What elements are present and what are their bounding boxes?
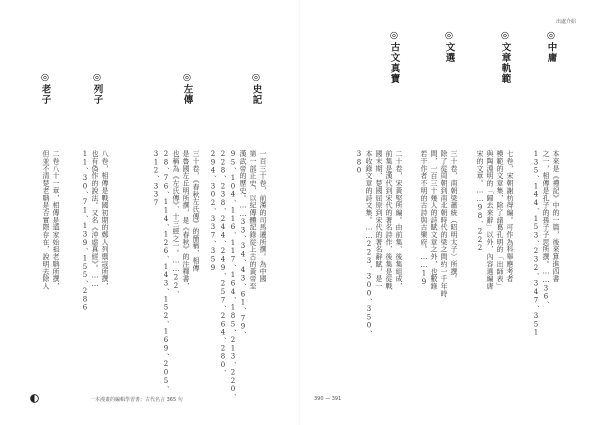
entry-guwen-line-2: 前集是漢代到宋代的著名詩作，後集是從戰: [385, 150, 393, 290]
entry-guwen-line-5: 380: [355, 150, 363, 176]
entry-zhongyong-line-1: 本來是《禮記》中的一篇，後來算進四書: [552, 150, 560, 283]
entry-zuozhuan-line-1: 三十卷，《春秋左氏傳》的簡稱，相傳: [192, 150, 200, 272]
entry-liezi-line-1: 八卷，相傳是戰國初期的鄭人列禦寇所撰，: [101, 150, 109, 290]
entry-liezi-line-3: 11、30、71、139、155、286: [81, 150, 89, 312]
heading-zuozhuan: ◎左傳: [181, 72, 193, 105]
page-numbers: 390 — 391: [314, 396, 342, 402]
entry-wenxuan-line-2: 除了從周朝到南北朝時代的梁之間約一千年時: [440, 150, 448, 297]
entry-guwen-line-4: 本收錄文章的詩文集。……223、300、350、: [365, 150, 373, 338]
entry-shiji-line-2: 第一部正史，以紀傳體記錄從上古的黃帝至: [249, 150, 257, 290]
entry-wenxuan-line-1: 三十卷，南朝梁蕭統（昭明太子）所撰。: [450, 150, 458, 283]
heading-wenzhang: ◎文章軌範: [499, 30, 511, 84]
entry-wenxuan-line-3: 間，一百三十幾人的詩賦文章之外，也數錄: [430, 150, 438, 290]
entry-shiji-line-5: 228、238、244、249、257、264、280、: [219, 150, 227, 377]
entry-laozi-line-2: 但並不清楚老聃是否實際存在，說明去除人: [42, 150, 50, 290]
heading-zhongyong: ◎中庸: [545, 30, 557, 63]
entry-guwen-line-1: 二十卷，宋黃堅所編。由前集、後集組成，: [395, 150, 403, 290]
entry-zhongyong-line-3: 135、144、153、232、347、351: [532, 150, 540, 338]
entry-shiji-line-1: 一百三十卷，前漢的司馬遷所撰。為中國: [259, 150, 267, 283]
entry-shiji-line-4: 95、104、116、117、164、185、213、220、: [229, 150, 237, 401]
heading-laozi: ◎老子: [39, 72, 51, 105]
entry-shiji-line-6: 294、302、337、359: [209, 150, 217, 273]
entry-wenzhang-line-3: 與陶淵明的「歸去來辭」以外，內容選編唐: [486, 150, 494, 290]
entry-zuozhuan-line-4: 28、76、114、126、143、152、169、205、: [162, 150, 170, 393]
heading-shiji: ◎史記: [250, 72, 262, 105]
entry-liezi-line-2: 也有偽作的說法。又名《沖虛真經》。……: [91, 150, 99, 289]
entry-zhongyong-line-2: 之一，相傳是孔子的孫子子思所撰。……36、: [542, 150, 550, 309]
heading-guwen: ◎古文真寶: [388, 30, 400, 84]
entry-wenzhang-line-1: 七卷，宋朝謝枋得編。可作為科舉應考者: [506, 150, 514, 283]
entry-wenzhang-line-2: 模範的文章集，除了諸葛孔明的「出師表」: [496, 150, 504, 290]
half-filled-circle-icon: [30, 394, 39, 403]
entry-wenzhang-line-4: 宋的文章。……98、222: [476, 150, 484, 253]
footer-book-title: 一本漫畫的編輯學習書：古代名言 365 句: [90, 397, 183, 403]
entry-wenxuan-line-4: 若干作者不明的古詩與古樂府。……19: [420, 150, 428, 287]
entry-laozi-line-1: 二卷八十一章，相傳是道家始祖老聃所撰，: [52, 150, 60, 290]
heading-wenxuan: ◎文選: [443, 30, 455, 63]
gutter-shadow: [299, 0, 301, 425]
entry-shiji-line-3: 漢武帝的歷史。……33、34、43、61、79、: [239, 150, 247, 339]
heading-liezi: ◎列子: [91, 72, 103, 105]
entry-guwen-line-3: 國末期、楚國屈原到宋代的著名辭賦，是一: [375, 150, 383, 290]
running-head: 出處介紹: [556, 19, 577, 25]
entry-zuozhuan-line-3: 也稱為《左氏傳》、十三經之一。……22、: [172, 150, 180, 298]
entry-zuozhuan-line-5: 312、337: [152, 150, 160, 208]
entry-zuozhuan-line-2: 是魯國左丘明所撰，是《春秋》的注釋書，: [182, 150, 190, 290]
